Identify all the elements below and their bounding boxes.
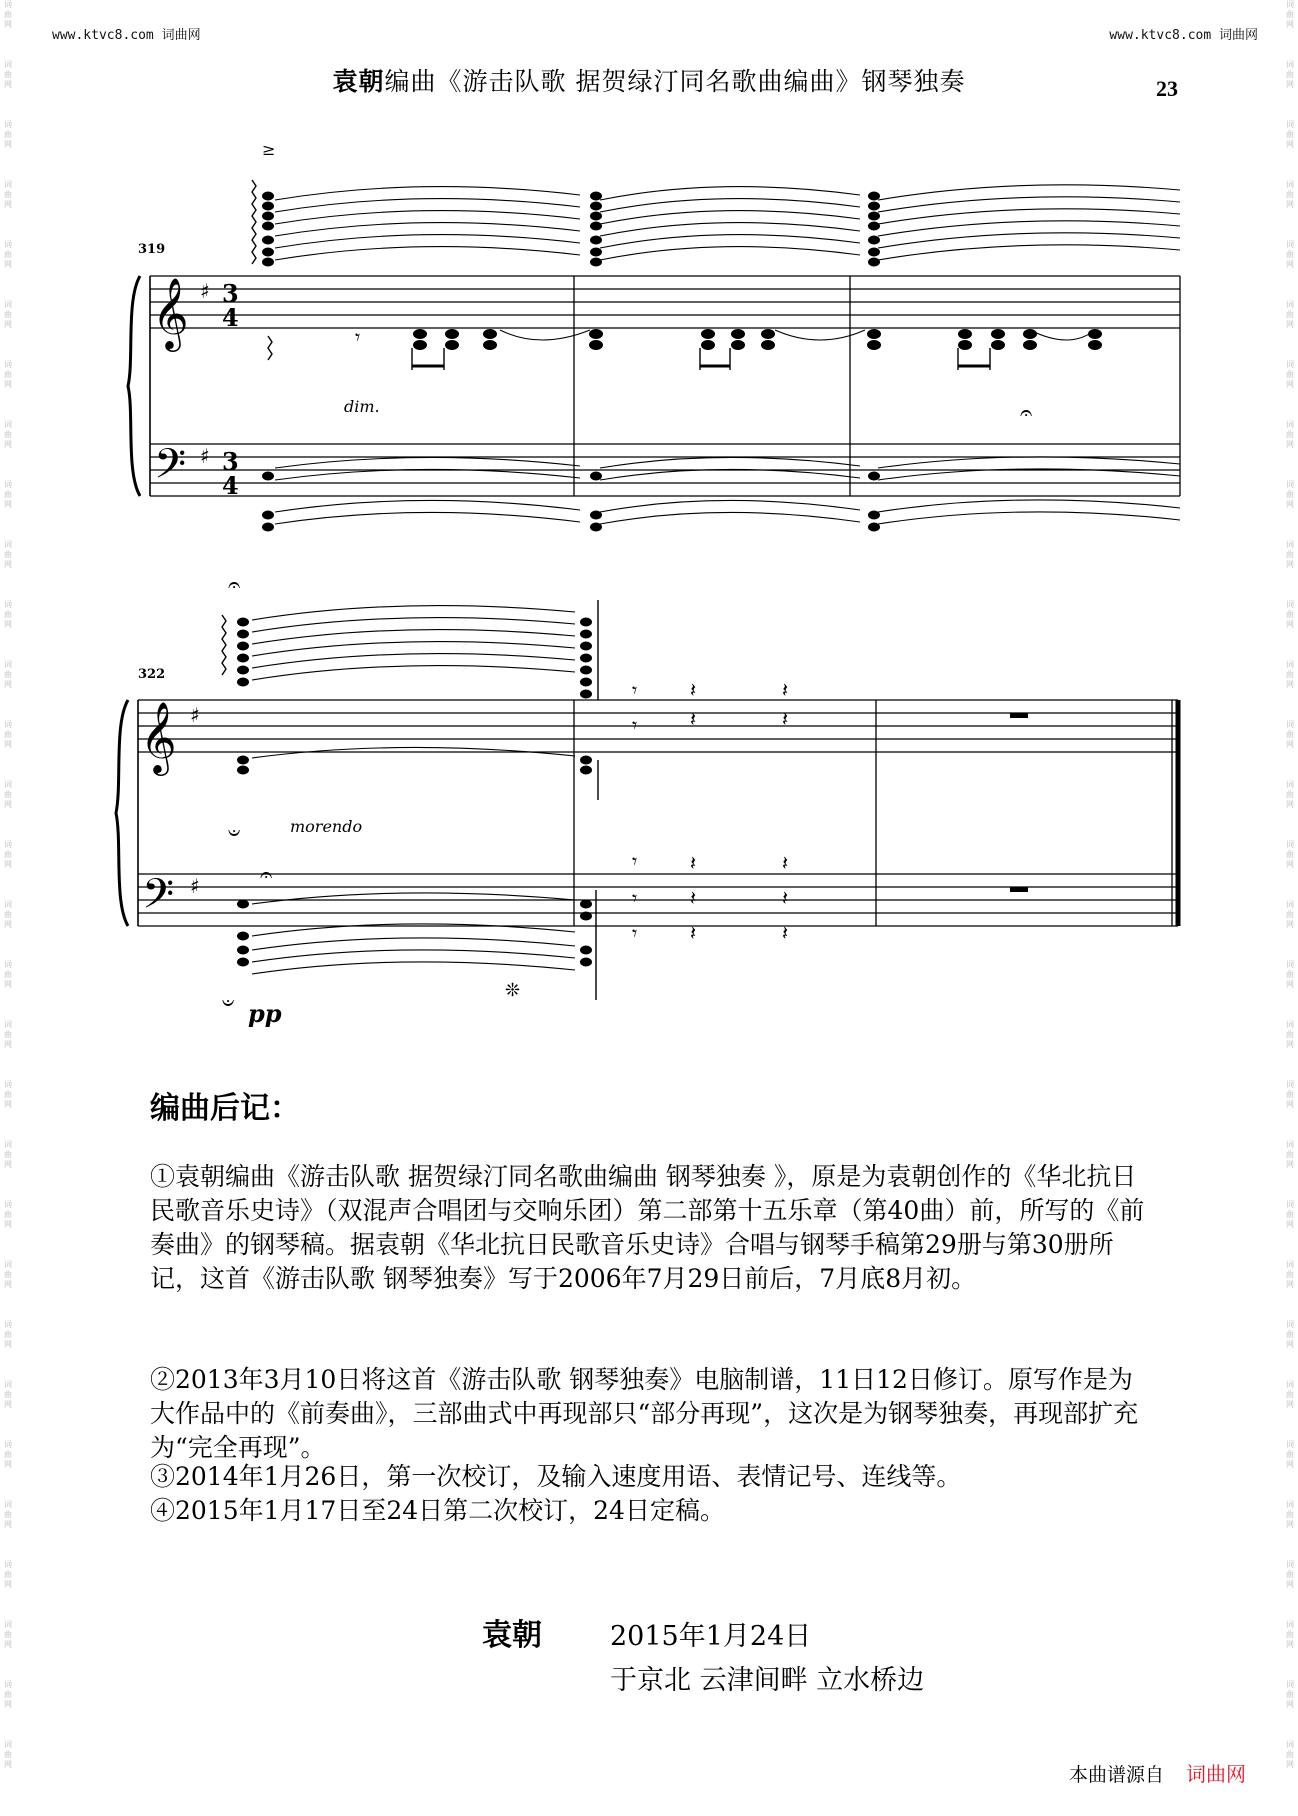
svg-text:𝄽: 𝄽 [782, 886, 789, 910]
watermark-block [1283, 1140, 1297, 1200]
signature-date: 2015年1月24日 [610, 1621, 812, 1652]
watermark-glyph: 网 [1286, 200, 1294, 209]
watermark-glyph: 网 [4, 800, 12, 809]
watermark-glyph: 网 [4, 1100, 12, 1109]
watermark-glyph: 网 [4, 1400, 12, 1409]
watermark-glyph: 网 [1286, 260, 1294, 269]
watermark-glyph: 网 [1286, 1040, 1294, 1049]
notes-paragraph-2: ②2013年3月10日将这首《游击队歌 钢琴独奏》电脑制谱，11日12日修订。原写作是为大作品中的《前奏曲》，三部曲式中再现部只“部分再现”，这次是为钢琴独奏，再现部扩充为“完全再现”。 [150, 1365, 1139, 1462]
chord-319 [262, 192, 274, 267]
chord-321 [868, 192, 880, 267]
watermark-glyph: 曲 [4, 850, 12, 859]
source-footer [1069, 1758, 1246, 1787]
watermark-glyph: 曲 [4, 670, 12, 679]
watermark-glyph: 曲 [1286, 1330, 1294, 1339]
watermark-glyph: 词 [4, 420, 12, 429]
whole-rest-bass [1010, 887, 1028, 892]
composer-name: 袁朝 [332, 67, 385, 96]
watermark-glyph: 网 [4, 320, 12, 329]
watermark-glyph: 曲 [1286, 490, 1294, 499]
watermark-glyph: 曲 [4, 10, 12, 19]
chord-322 [237, 618, 249, 775]
chord-323 [580, 618, 592, 967]
fermata-4: 𝄐 [260, 863, 273, 888]
watermark-glyph: 词 [4, 1320, 12, 1329]
watermark-glyph: 词 [1286, 1140, 1294, 1149]
watermark-glyph: 词 [4, 540, 12, 549]
watermark-glyph: 词 [1286, 360, 1294, 369]
watermark-glyph: 网 [1286, 1460, 1294, 1469]
watermark-glyph: 曲 [4, 1150, 12, 1159]
watermark-glyph: 曲 [4, 1030, 12, 1039]
svg-text:𝄽: 𝄽 [782, 921, 789, 945]
watermark-glyph: 词 [1286, 1440, 1294, 1449]
watermark-glyph: 网 [4, 1520, 12, 1529]
dynamic-pp: pp [248, 999, 282, 1028]
watermark-block [1, 1620, 15, 1680]
watermark-glyph: 网 [4, 860, 12, 869]
watermark-glyph: 网 [1286, 1640, 1294, 1649]
watermark-glyph: 网 [1286, 1700, 1294, 1709]
watermark-block [1, 1560, 15, 1620]
fermata-3: 𝄑 [228, 821, 241, 846]
watermark-glyph: 词 [1286, 1680, 1294, 1689]
source-label: 本曲谱源自 [1068, 1764, 1164, 1786]
watermark-glyph: 曲 [4, 1510, 12, 1519]
watermark-glyph: 网 [1286, 620, 1294, 629]
system1-treble-staff [150, 276, 1180, 328]
watermark-glyph: 词 [4, 1440, 12, 1449]
watermark-glyph: 词 [1286, 960, 1294, 969]
chord-320 [590, 192, 602, 267]
treble-clef-1: 𝄞 [152, 276, 189, 349]
watermark-glyph: 曲 [1286, 70, 1294, 79]
site-url-right: www.ktvc8.com 词曲网 [1109, 28, 1258, 43]
watermark-block [1, 1140, 15, 1200]
time-sig-top-1: 3 [222, 279, 239, 308]
watermark-glyph: 词 [1286, 1020, 1294, 1029]
watermark-glyph: 曲 [4, 1690, 12, 1699]
watermark-glyph: 网 [1286, 1100, 1294, 1109]
watermark-glyph: 曲 [1286, 970, 1294, 979]
watermark-glyph: 曲 [1286, 130, 1294, 139]
watermark-glyph: 网 [4, 620, 12, 629]
watermark-glyph: 网 [1286, 1580, 1294, 1589]
watermark-glyph: 网 [1286, 500, 1294, 509]
watermark-glyph: 曲 [4, 70, 12, 79]
accent-mark: ≥ [262, 140, 276, 159]
watermark-glyph: 词 [4, 780, 12, 789]
watermark-block [1, 1200, 15, 1260]
watermark-glyph: 词 [1286, 1260, 1294, 1269]
watermark-glyph: 曲 [1286, 430, 1294, 439]
site-url-left: www.ktvc8.com 词曲网 [52, 28, 201, 43]
watermark-glyph: 网 [1286, 680, 1294, 689]
watermark-glyph: 曲 [1286, 370, 1294, 379]
watermark-block [1283, 1680, 1297, 1740]
watermark-glyph: 网 [4, 260, 12, 269]
watermark-glyph: 词 [1286, 1620, 1294, 1629]
watermark-glyph: 词 [4, 120, 12, 129]
watermark-glyph: 曲 [4, 370, 12, 379]
watermark-block [1, 1680, 15, 1740]
watermark-block [1283, 1320, 1297, 1380]
watermark-glyph: 词 [1286, 120, 1294, 129]
watermark-glyph: 词 [1286, 1080, 1294, 1089]
time-sig-top-1b: 3 [222, 447, 239, 476]
watermark-glyph: 词 [4, 660, 12, 669]
watermark-glyph: 网 [4, 380, 12, 389]
source-brand-link[interactable]: 词曲网 [1186, 1762, 1246, 1786]
watermark-glyph: 词 [4, 600, 12, 609]
svg-text:𝄾: 𝄾 [632, 713, 638, 737]
watermark-glyph: 曲 [4, 1630, 12, 1639]
watermark-block [1283, 1200, 1297, 1260]
watermark-glyph: 网 [4, 680, 12, 689]
bass-clef-2: 𝄢 [142, 870, 175, 928]
watermark-glyph: 网 [1286, 440, 1294, 449]
watermark-glyph: 网 [4, 80, 12, 89]
watermark-block [1283, 1260, 1297, 1320]
treble-clef-2: 𝄞 [140, 700, 177, 773]
watermark-glyph: 曲 [4, 1210, 12, 1219]
watermark-glyph: 网 [1286, 140, 1294, 149]
watermark-glyph: 曲 [4, 1570, 12, 1579]
watermark-glyph: 词 [1286, 600, 1294, 609]
watermark-glyph: 网 [1286, 1220, 1294, 1229]
svg-text:𝄽: 𝄽 [690, 886, 697, 910]
watermark-glyph: 网 [4, 1460, 12, 1469]
watermark-glyph: 曲 [4, 790, 12, 799]
key-sig-bass-2: ♯ [190, 874, 200, 898]
watermark-glyph: 词 [4, 1380, 12, 1389]
watermark-glyph: 网 [4, 740, 12, 749]
watermark-glyph: 曲 [1286, 10, 1294, 19]
time-sig-bottom-1b: 4 [222, 471, 239, 500]
watermark-glyph: 曲 [1286, 610, 1294, 619]
watermark-glyph: 词 [1286, 1740, 1294, 1749]
watermark-glyph: 词 [1286, 240, 1294, 249]
watermark-glyph: 曲 [4, 730, 12, 739]
watermark-glyph: 词 [4, 60, 12, 69]
watermark-glyph: 词 [1286, 660, 1294, 669]
svg-text:𝄾: 𝄾 [632, 886, 638, 910]
watermark-glyph: 词 [4, 240, 12, 249]
watermark-glyph: 网 [1286, 20, 1294, 29]
notes-heading: 编曲后记： [150, 1091, 300, 1126]
watermark-glyph: 曲 [4, 250, 12, 259]
watermark-glyph: 词 [4, 1020, 12, 1029]
watermark-glyph: 网 [1286, 1760, 1294, 1769]
svg-text:𝄾: 𝄾 [632, 921, 638, 945]
key-sig-treble-1: ♯ [200, 279, 210, 303]
watermark-glyph: 词 [1286, 1560, 1294, 1569]
watermark-glyph: 词 [4, 1560, 12, 1569]
watermark-glyph: 网 [4, 1040, 12, 1049]
watermark-glyph: 词 [1286, 60, 1294, 69]
watermark-glyph: 曲 [1286, 1150, 1294, 1159]
watermark-glyph: 词 [1286, 1380, 1294, 1389]
watermark-glyph: 曲 [1286, 730, 1294, 739]
watermark-glyph: 网 [4, 1640, 12, 1649]
watermark-glyph: 曲 [4, 910, 12, 919]
system2-treble-staff [138, 700, 1178, 752]
watermark-glyph: 网 [4, 1280, 12, 1289]
watermark-glyph: 词 [1286, 1200, 1294, 1209]
watermark-glyph: 网 [4, 1580, 12, 1589]
watermark-glyph: 词 [4, 480, 12, 489]
watermark-glyph: 曲 [1286, 1210, 1294, 1219]
watermark-block [1283, 1080, 1297, 1140]
svg-text:𝄽: 𝄽 [690, 678, 697, 702]
watermark-glyph: 词 [1286, 480, 1294, 489]
signature-place: 于京北 云津间畔 立水桥边 [610, 1665, 925, 1696]
signature-name: 袁朝 [482, 1618, 542, 1653]
watermark-glyph: 曲 [1286, 1630, 1294, 1639]
watermark-glyph: 网 [4, 1340, 12, 1349]
system1-bass-staff [150, 444, 1180, 496]
notes-paragraph-3: ③2014年1月26日，第一次校订，及输入速度用语、表情记号、连线等。 [150, 1462, 962, 1491]
watermark-glyph: 网 [4, 560, 12, 569]
watermark-glyph: 网 [1286, 920, 1294, 929]
watermark-glyph: 词 [1286, 900, 1294, 909]
watermark-glyph: 曲 [4, 1270, 12, 1279]
watermark-glyph: 词 [4, 0, 12, 9]
watermark-glyph: 词 [4, 1740, 12, 1749]
watermark-block [1, 1260, 15, 1320]
watermark-block [1283, 1740, 1297, 1800]
watermark-glyph: 曲 [4, 970, 12, 979]
watermark-block [1283, 1560, 1297, 1620]
fermata-1: 𝄐 [1020, 401, 1033, 426]
watermark-block [1, 1320, 15, 1380]
watermark-glyph: 词 [1286, 0, 1294, 9]
watermark-glyph: 曲 [4, 190, 12, 199]
watermark-glyph: 词 [4, 720, 12, 729]
dynamic-dim: dim. [344, 397, 380, 416]
watermark-glyph: 词 [4, 360, 12, 369]
expression-morendo: morendo [290, 817, 363, 836]
watermark-glyph: 曲 [1286, 550, 1294, 559]
watermark-glyph: 网 [4, 1160, 12, 1169]
watermark-glyph: 词 [4, 1260, 12, 1269]
watermark-glyph: 词 [4, 840, 12, 849]
watermark-glyph: 词 [4, 1200, 12, 1209]
watermark-glyph: 网 [1286, 560, 1294, 569]
watermark-glyph: 曲 [1286, 1450, 1294, 1459]
watermark-glyph: 网 [1286, 980, 1294, 989]
watermark-glyph: 网 [1286, 1340, 1294, 1349]
svg-text:𝄾: 𝄾 [632, 849, 638, 873]
svg-text:𝄽: 𝄽 [690, 707, 697, 731]
watermark-glyph: 网 [4, 140, 12, 149]
watermark-glyph: 曲 [1286, 310, 1294, 319]
notes-paragraph-1: ①袁朝编曲《游击队歌 据贺绿汀同名歌曲编曲 钢琴独奏 》，原是为袁朝创作的《华北抗日民歌音乐史诗》（双混声合唱团与交响乐团）第二部第十五乐章（第40曲）前，所写的《前奏曲》的钢琴稿。据袁朝《华北抗日民歌音乐史诗》合唱与钢琴手稿第29册与第30册所记，这首《游击队歌 钢琴独奏》写于2006年7月29日前后，7月底8月初。 [150, 1162, 1145, 1293]
system2-bass-staff [138, 874, 1178, 926]
watermark-glyph: 曲 [1286, 1510, 1294, 1519]
fermata-2: 𝄐 [228, 573, 241, 598]
watermark-glyph: 网 [4, 440, 12, 449]
watermark-glyph: 网 [1286, 860, 1294, 869]
watermark-glyph: 曲 [1286, 1750, 1294, 1759]
watermark-glyph: 曲 [4, 550, 12, 559]
watermark-glyph: 曲 [1286, 1570, 1294, 1579]
watermark-glyph: 网 [4, 1760, 12, 1769]
watermark-glyph: 网 [4, 200, 12, 209]
whole-rest-treble [1010, 713, 1028, 718]
watermark-glyph: 网 [4, 1220, 12, 1229]
watermark-block [1, 1080, 15, 1140]
watermark-glyph: 网 [1286, 800, 1294, 809]
watermark-block [1283, 1500, 1297, 1560]
watermark-glyph: 词 [4, 180, 12, 189]
watermark-glyph: 网 [4, 980, 12, 989]
watermark-glyph: 曲 [4, 610, 12, 619]
eighth-rest: 𝄾 [632, 678, 638, 702]
notes-paragraph-4: ④2015年1月17日至24日第二次校订，24日定稿。 [150, 1496, 725, 1525]
watermark-glyph: 曲 [4, 1330, 12, 1339]
watermark-glyph: 曲 [4, 490, 12, 499]
watermark-glyph: 曲 [1286, 850, 1294, 859]
watermark-block [1283, 1440, 1297, 1500]
watermark-glyph: 曲 [1286, 670, 1294, 679]
watermark-glyph: 网 [1286, 1160, 1294, 1169]
watermark-glyph: 曲 [4, 1450, 12, 1459]
watermark-glyph: 曲 [1286, 790, 1294, 799]
watermark-block [1, 1500, 15, 1560]
bass-clef-1: 𝄢 [154, 440, 187, 498]
watermark-glyph: 网 [4, 500, 12, 509]
watermark-glyph: 曲 [4, 1390, 12, 1399]
watermark-glyph: 词 [4, 1680, 12, 1689]
time-sig-bottom-1: 4 [222, 303, 239, 332]
watermark-glyph: 曲 [1286, 1690, 1294, 1699]
watermark-glyph: 网 [1286, 1400, 1294, 1409]
measure-number-322: 322 [138, 667, 166, 682]
watermark-glyph: 词 [1286, 780, 1294, 789]
watermark-glyph: 网 [1286, 1520, 1294, 1529]
watermark-glyph: 词 [4, 900, 12, 909]
watermark-glyph: 网 [1286, 320, 1294, 329]
watermark-glyph: 词 [1286, 1320, 1294, 1329]
title-text: 编曲《游击队歌 据贺绿汀同名歌曲编曲》钢琴独奏 [384, 67, 966, 96]
watermark-glyph: 曲 [4, 1750, 12, 1759]
watermark-glyph: 曲 [1286, 910, 1294, 919]
svg-text:𝄽: 𝄽 [690, 851, 697, 875]
watermark-glyph: 词 [1286, 1500, 1294, 1509]
watermark-glyph: 曲 [1286, 1090, 1294, 1099]
watermark-glyph: 曲 [4, 310, 12, 319]
watermark-glyph: 网 [4, 1700, 12, 1709]
watermark-glyph: 词 [1286, 840, 1294, 849]
watermark-glyph: 词 [1286, 300, 1294, 309]
watermark-glyph: 词 [4, 1080, 12, 1089]
page-number: 23 [1156, 76, 1178, 101]
watermark-block [1283, 1620, 1297, 1680]
watermark-glyph: 曲 [4, 430, 12, 439]
watermark-block [1283, 1380, 1297, 1440]
watermark-glyph: 网 [1286, 1280, 1294, 1289]
watermark-glyph: 曲 [1286, 1390, 1294, 1399]
fermata-5: 𝄑 [222, 991, 235, 1016]
watermark-glyph: 网 [1286, 740, 1294, 749]
watermark-glyph: 曲 [1286, 1030, 1294, 1039]
key-sig-bass-1: ♯ [200, 444, 210, 468]
watermark-glyph: 网 [4, 20, 12, 29]
watermark-glyph: 词 [1286, 180, 1294, 189]
watermark-glyph: 词 [4, 960, 12, 969]
watermark-glyph: 曲 [1286, 190, 1294, 199]
watermark-glyph: 曲 [1286, 250, 1294, 259]
key-sig-treble-2: ♯ [190, 703, 200, 727]
svg-text:𝄾: 𝄾 [355, 325, 361, 349]
watermark-glyph: 词 [1286, 720, 1294, 729]
svg-text:𝄽: 𝄽 [690, 921, 697, 945]
watermark-glyph: 词 [4, 300, 12, 309]
svg-text:𝄽: 𝄽 [782, 678, 789, 702]
watermark-glyph: 网 [1286, 380, 1294, 389]
watermark-glyph: 网 [4, 920, 12, 929]
measure-number-319: 319 [138, 242, 166, 257]
watermark-glyph: 词 [4, 1500, 12, 1509]
svg-text:𝄽: 𝄽 [782, 707, 789, 731]
watermark-block [1, 1380, 15, 1440]
watermark-glyph: 曲 [4, 130, 12, 139]
watermark-glyph: 词 [4, 1620, 12, 1629]
watermark-block [1, 1440, 15, 1500]
pedal-release: ❊ [505, 980, 521, 1001]
watermark-glyph: 词 [4, 1140, 12, 1149]
watermark-glyph: 曲 [4, 1090, 12, 1099]
svg-text:𝄽: 𝄽 [782, 851, 789, 875]
watermark-block [1, 1740, 15, 1800]
watermark-glyph: 词 [1286, 420, 1294, 429]
watermark-glyph: 曲 [1286, 1270, 1294, 1279]
watermark-glyph: 词 [1286, 540, 1294, 549]
watermark-glyph: 网 [1286, 80, 1294, 89]
